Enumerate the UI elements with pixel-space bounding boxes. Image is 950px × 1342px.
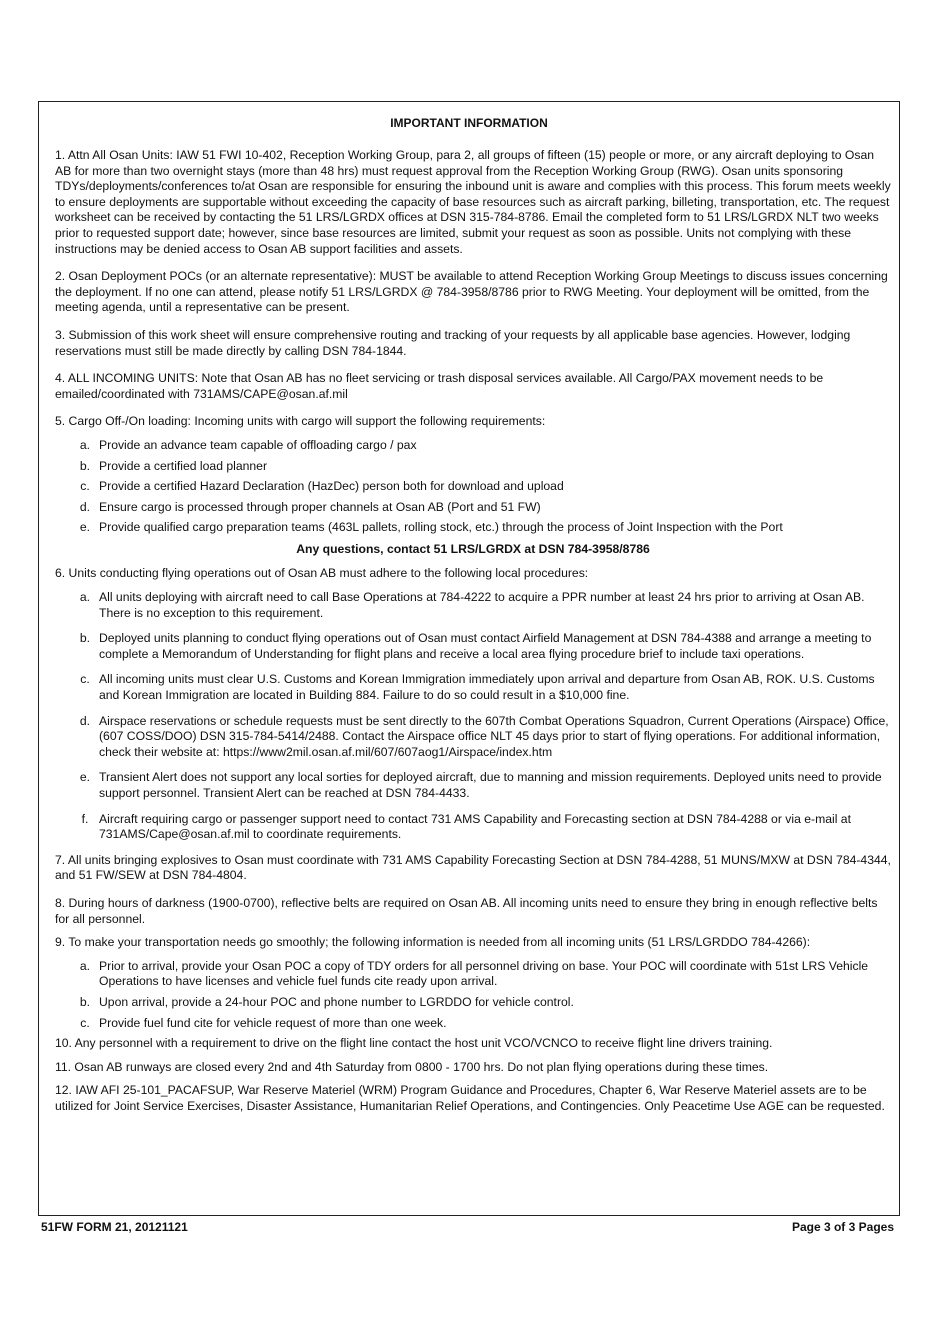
sub-text: Upon arrival, provide a 24-hour POC and phone number to LGRDDO for vehicle control.: [99, 994, 574, 1009]
item-5-sub: [55, 438, 891, 454]
item-4: 4. ALL INCOMING UNITS: Note that Osan AB has no fleet servicing or trash disposal services available. All Cargo/PAX movement needs to be emailed/coordinated with 731AMS/CAPE@osan.af.mil: [55, 371, 824, 401]
sub-label: d.: [79, 713, 91, 728]
item-9-sub: [55, 1016, 891, 1032]
section-title: IMPORTANT INFORMATION: [390, 116, 548, 130]
sub-text: Provide a certified load planner: [99, 458, 268, 473]
sub-label: c.: [80, 672, 90, 687]
sub-text: All units deploying with aircraft need to call Base Operations at 784-4222 to acquire a PPR number at least 24 hrs prior to arriving at Osan AB. There is no exception to this requirement.: [99, 590, 865, 620]
page-number: Page 3 of 3 Pages: [791, 1220, 894, 1234]
form-frame: [38, 101, 900, 1216]
contact-line: Any questions, contact 51 LRS/LGRDX at DSN 784-3958/8786: [296, 541, 650, 556]
item-5-sub: [55, 520, 891, 536]
sub-label: c.: [80, 479, 90, 494]
sub-text: Prior to arrival, provide your Osan POC a copy of TDY orders for all personnel driving on base. Your POC will coordinate with 51st LRS Vehicle Operations to have licenses and vehicle fuel funds cite ready upon arrival.: [99, 958, 869, 989]
item-6: 6. Units conducting flying operations out of Osan AB must adhere to the following local procedures:: [55, 566, 589, 581]
sub-text: Provide fuel fund cite for vehicle request of more than one week.: [99, 1015, 447, 1030]
item-8: 8. During hours of darkness (1900-0700), reflective belts are required on Osan AB. All incoming units need to ensure they bring in enough reflective belts for all personnel.: [55, 895, 878, 926]
item-5-sub: [55, 459, 891, 475]
item-2: 2. Osan Deployment POCs (or an alternate representative): MUST be available to attend Reception Working Group Meetings to discuss issues concerning the deployment. If no one can attend, please notify 51 LRS/LGRDX @ 784-3958/8786 prior to RWG Meeting. Your deployment will be omitted, from the meeting agenda, until a representative can be present.: [55, 269, 888, 315]
sub-text: Transient Alert does not support any local sorties for deployed aircraft, due to manning and mission requirements. Deployed units need to provide support personnel. Transient Alert can be reached at DSN 784-4433.: [99, 770, 882, 800]
sub-label: a.: [79, 590, 91, 605]
item-9-sub: [55, 959, 891, 990]
item-6-sub: [55, 631, 891, 662]
item-10: 10. Any personnel with a requirement to drive on the flight line contact the host unit VCO/VCNCO to receive flight line drivers training.: [55, 1036, 773, 1051]
item-5-sub: [55, 479, 891, 495]
sub-text: Airspace reservations or schedule requests must be sent directly to the 607th Combat Operations Squadron, Current Operations (Airspace) Office, (607 COSS/DOO) DSN 315-784-5414/2488. Contact the Airspace office NLT 45 days prior to start of flying operations. For additional information, check their website at: https://www2mil.osan.af.mil/607/607aog1/Airspace/index.htm: [99, 713, 889, 759]
item-11: 11. Osan AB runways are closed every 2nd and 4th Saturday from 0800 - 1700 hrs. Do not plan flying operations during these times.: [55, 1059, 769, 1074]
sub-label: e.: [79, 520, 91, 535]
item-6-sub: [55, 714, 891, 761]
sub-text: Provide qualified cargo preparation teams (463L pallets, rolling stock, etc.) through the process of Joint Inspection with the Port: [99, 520, 783, 535]
sub-label: b.: [79, 994, 91, 1009]
sub-label: d.: [79, 499, 91, 514]
sub-text: Provide an advance team capable of offloading cargo / pax: [99, 437, 417, 452]
item-3: 3. Submission of this work sheet will ensure comprehensive routing and tracking of your requests by all applicable base agencies. However, lodging reservations must still be made directly by calling DSN 784-1844.: [55, 327, 851, 358]
info-content: [55, 148, 891, 1127]
item-7: 7. All units bringing explosives to Osan must coordinate with 731 AMS Capability Forecasting Section at DSN 784-4288, 51 MUNS/MXW at DSN 784-4344, and 51 FW/SEW at DSN 784-4804.: [55, 852, 891, 883]
item-5: 5. Cargo Off-/On loading: Incoming units with cargo will support the following requirements:: [55, 414, 546, 429]
sub-label: e.: [79, 770, 91, 785]
sub-text: Aircraft requiring cargo or passenger support need to contact 731 AMS Capability and Forecasting section at DSN 784-4288 or via e-mail at 731AMS/Cape@osan.af.mil to coordinate requirements.: [99, 811, 851, 842]
item-6-sub: [55, 812, 891, 843]
sub-label: a.: [79, 958, 91, 973]
form-id: 51FW FORM 21, 20121121: [41, 1220, 188, 1234]
item-9-sub: [55, 995, 891, 1011]
item-5-sub: [55, 500, 891, 516]
item-9: 9. To make your transportation needs go smoothly; the following information is needed from all incoming units (51 LRS/LGRDDO 784-4266):: [55, 935, 811, 950]
sub-text: Provide a certified Hazard Declaration (HazDec) person both for download and upload: [99, 479, 564, 494]
sub-text: Ensure cargo is processed through proper channels at Osan AB (Port and 51 FW): [99, 499, 541, 514]
item-6-sub: [55, 672, 891, 703]
sub-label: f.: [81, 811, 89, 826]
item-6-sub: [55, 770, 891, 801]
sub-label: b.: [79, 458, 91, 473]
sub-label: a.: [79, 437, 91, 452]
item-12: 12. IAW AFI 25-101_PACAFSUP, War Reserve Materiel (WRM) Program Guidance and Procedures, Chapter 6, War Reserve Materiel assets are to be utilized for Joint Service Exercises, Disaster Assistance, Humanitarian Relief Operations, and Contingencies. Only Peacetime Use AGE can be requested.: [55, 1083, 885, 1113]
item-6-sub: [55, 590, 891, 621]
item-1: 1. Attn All Osan Units: IAW 51 FWI 10-402, Reception Working Group, para 2, all groups of fifteen (15) people or more, or any aircraft deploying to Osan AB for more than two overnight stays (more than 48 hrs) must request approval from the Reception Working Group (RWG). Osan units sponsoring TDYs/deployments/conferences to/at Osan are responsible for ensuring the inbound unit is aware and complies with this process. This forum meets weekly to ensure deployments are supportable without exceeding the capacity of base resources such as aircraft parking, billeting, transportation, etc. The request worksheet can be received by contacting the 51 LRS/LGRDX offices at DSN 315-784-8786. Email the completed form to 51 LRS/LGRDX NLT two weeks prior to requested support date; however, since base resources are limited, submit your request as soon as possible. Units not complying with these instructions may be denied access to Osan AB support facilities and assets.: [55, 148, 891, 256]
sub-text: All incoming units must clear U.S. Customs and Korean Immigration immediately upon arrival and departure from Osan AB, ROK. U.S. Customs and Korean Immigration are located in Building 884. Failure to do so could result in a $10,000 fine.: [99, 672, 875, 703]
sub-label: b.: [79, 631, 91, 646]
sub-text: Deployed units planning to conduct flying operations out of Osan must contact Airfield Management at DSN 784-4388 and arrange a meeting to complete a Memorandum of Understanding for flight plans and receive a local area flying procedure brief to include taxi operations.: [99, 631, 872, 661]
sub-label: c.: [80, 1015, 90, 1030]
